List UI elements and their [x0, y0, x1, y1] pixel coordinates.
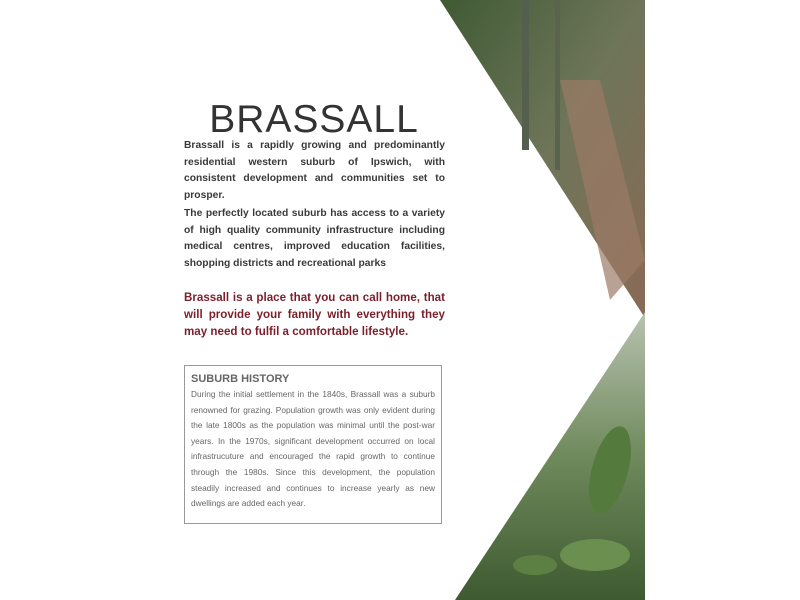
infrastructure-paragraph: The perfectly located suburb has access to a variety of high quality community infrastructure including medical centres, improved education facilities, shopping districts and recreational parks: [184, 208, 445, 270]
highlight-paragraph: Brassall is a place that you can call home, that will provide your family with everything they may need to fulfil a comfortable lifestyle.: [184, 291, 445, 338]
page-title: BRASSALL: [209, 98, 419, 142]
suburb-history-box: [184, 365, 442, 524]
suburb-history-text: During the initial settlement in the 1840s, Brassall was a suburb renowned for grazing. Population growth was only evident during the late 1800s as the population was minimal until the post-war years. In the 1970s, significant development occurred on local infrastrucuture and encouraged the rapid growth to continue through the 1980s. Since this development, the population steadily increased and continues to increase yearly as new dwellings are added each year.: [191, 389, 435, 509]
intro-paragraph: Brassall is a rapidly growing and predominantly residential western suburb of Ipswich, with consistent development and communities set to prosper.: [184, 140, 445, 202]
suburb-history-heading: SUBURB HISTORY: [191, 373, 290, 385]
